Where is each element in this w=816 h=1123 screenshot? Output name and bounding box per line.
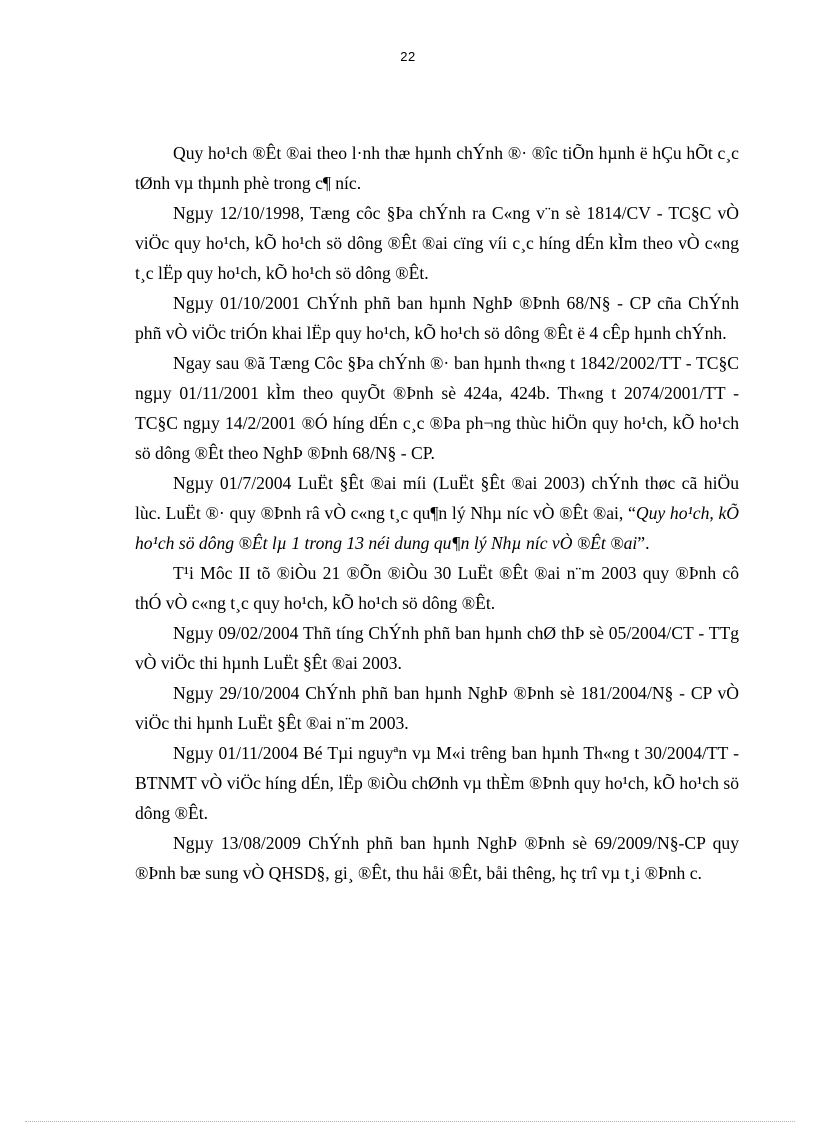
paragraph-official-letter-1814: Ngµy 12/10/1998, Tæng côc §Þa chÝnh ra C«ng v¨n sè 1814/CV - TC§C vÒ viÖc quy ho¹ch, kÕ ho¹ch sö dông ®Êt ®ai cïng víi c¸c híng dÉn kÌm theo vÒ c«ng t¸c lËp quy ho¹ch, kÕ ho¹ch sö dông ®Êt. (135, 203, 739, 283)
page-bottom-dotted-divider (25, 1121, 795, 1122)
page-number: 22 (400, 49, 416, 64)
paragraph-land-planning-by-territory: Quy ho¹ch ®Êt ®ai theo l·nh thæ hµnh chÝnh ®· ®îc tiÕn hµnh ë hÇu hÕt c¸c tØnh vµ thµnh phè trong c¶ níc. (135, 143, 739, 193)
paragraph-decree-69: Ngµy 13/08/2009 ChÝnh phñ ban hµnh NghÞ ®Þnh sè 69/2009/N§-CP quy ®Þnh bæ sung vÒ QHSD§, gi¸ ®Êt, thu håi ®Êt, båi thêng, hç trî vµ t¸i ®Þnh c. (135, 833, 739, 883)
paragraph-decree-181: Ngµy 29/10/2004 ChÝnh phñ ban hµnh NghÞ ®Þnh sè 181/2004/N§ - CP vÒ viÖc thi hµnh LuËt §Êt ®ai n¨m 2003. (135, 683, 739, 733)
land-law-intro-text: Ngµy 01/7/2004 LuËt §Êt ®ai míi (LuËt §Êt ®ai 2003) chÝnh thøc cã hiÖu lùc. LuËt ®· quy ®Þnh râ vÒ c«ng t¸c qu¶n lý Nhµ níc vÒ ®Êt ®ai, “ (135, 473, 739, 523)
document-body (135, 138, 739, 888)
paragraph-directive-05: Ngµy 09/02/2004 Thñ tíng ChÝnh phñ ban hµnh chØ thÞ sè 05/2004/CT - TTg vÒ viÖc thi hµnh LuËt §Êt ®ai 2003. (135, 623, 739, 673)
land-law-italic-quote: Quy ho¹ch, kÕ ho¹ch sö dông ®Êt lµ 1 trong 13 néi dung qu¶n lý Nhµ níc vÒ ®Êt ®ai (135, 503, 739, 553)
paragraph-circular-1842: Ngay sau ®ã Tæng Côc §Þa chÝnh ®· ban hµnh th«ng t 1842/2002/TT - TC§C ngµy 01/11/2001 kÌm theo quyÕt ®Þnh sè 424a, 424b. Th«ng t 2074/2001/TT - TC§C ngµy 14/2/2001 ®Ó híng dÉn c¸c ®Þa ph¬ng thùc hiÖn quy ho¹ch, kÕ ho¹ch sö dông ®Êt theo NghÞ ®Þnh 68/N§ - CP. (135, 353, 739, 463)
paragraph-land-law-2003 (135, 468, 739, 558)
paragraph-decree-68: Ngµy 01/10/2001 ChÝnh phñ ban hµnh NghÞ ®Þnh 68/N§ - CP cña ChÝnh phñ vÒ viÖc triÓn khai lËp quy ho¹ch, kÕ ho¹ch sö dông ®Êt ë 4 cÊp hµnh chÝnh. (135, 293, 739, 343)
land-law-closing-text: ”. (637, 533, 650, 553)
paragraph-circular-30: Ngµy 01/11/2004 Bé Tµi nguyªn vµ M«i trêng ban hµnh Th«ng t 30/2004/TT - BTNMT vÒ viÖc híng dÉn, lËp ®iÒu chØnh vµ thÈm ®Þnh quy ho¹ch, kÕ ho¹ch sö dông ®Êt. (135, 743, 739, 823)
paragraph-section-ii-articles: T¹i Môc II tõ ®iÒu 21 ®Õn ®iÒu 30 LuËt ®Êt ®ai n¨m 2003 quy ®Þnh cô thÓ vÒ c«ng t¸c quy ho¹ch, kÕ ho¹ch sö dông ®Êt. (135, 563, 739, 613)
